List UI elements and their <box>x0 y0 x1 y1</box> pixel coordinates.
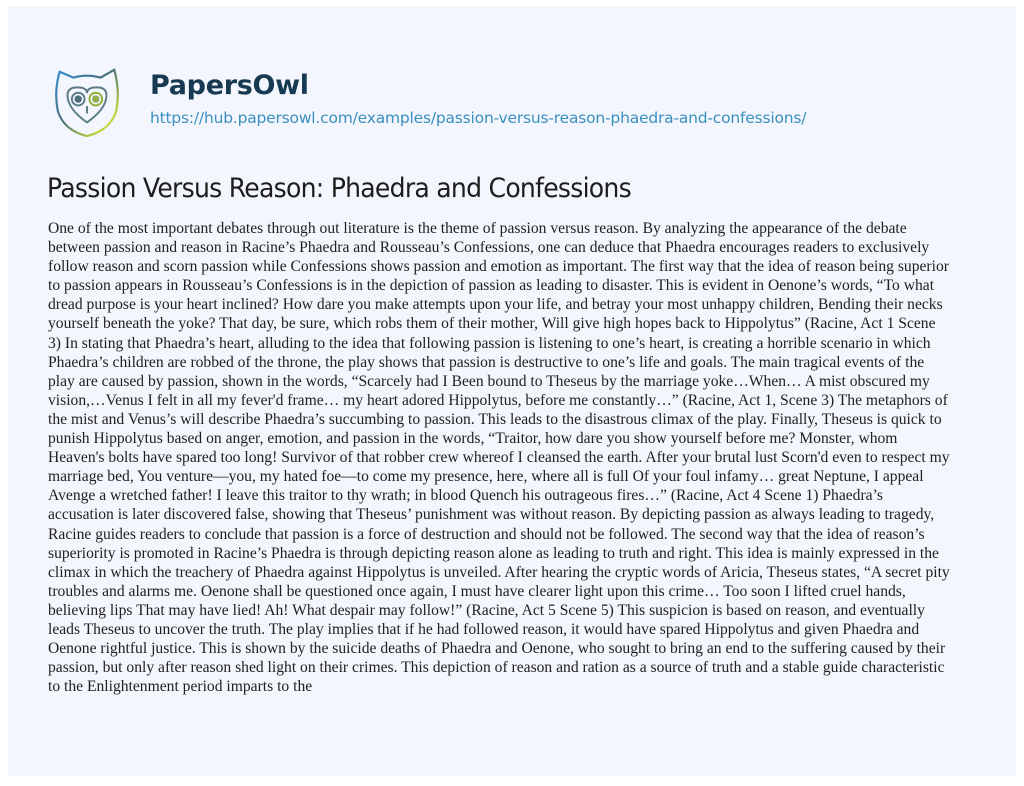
body-line: One of the most important debates through out literature is the theme of passion versus reason. By analyzing the appearance of the debate <box>48 220 907 237</box>
body-line: marriage bed, You venture—you, my hated foe—to come my presence, here, where all is full Of your foul infamy… great Neptune, I appeal <box>48 468 924 486</box>
body-line: troubles and alarms me. Oenone shall be questioned once again, I must have clearer light upon this crime… Too soon I lifted cruel hands, <box>48 582 906 600</box>
body-line: leads Theseus to uncover the truth. The play implies that if he had followed reason, it would have spared Hippolytus and given Phaedra and <box>48 620 920 638</box>
body-line: between passion and reason in Racine’s Phaedra and Rousseau’s Confessions, one can deduce that Phaedra encourages readers to exclusively <box>48 239 930 257</box>
site-header <box>48 62 806 142</box>
body-line: believing lips That may have lied! Ah! What despair may follow!” (Racine, Act 5 Scene 5) This suspicion is based on reason, and eventually <box>48 601 925 619</box>
body-line: Racine guides readers to conclude that passion is a force of destruction and should not be followed. The second way that the idea of reason’s <box>48 525 925 543</box>
brand-block <box>150 62 806 128</box>
body-line: 3) In stating that Phaedra’s heart, alluding to the idea that following passion is listening to one’s heart, is creating a horrible scenario in which <box>48 334 931 352</box>
body-line: yourself beneath the yoke? That day, be sure, which robs them of their mother, Will give high hopes back to Hippolytus” (Racine, Act 1 Scene <box>48 315 936 333</box>
body-line: Heaven's bolts have spared too long! Survivor of that robber crew whereof I cleansed the earth. After your brutal lust Scorn'd even to respect my <box>48 449 950 467</box>
document-body <box>48 219 988 696</box>
body-line: follow reason and scorn passion while Confessions shows passion and emotion as important. The first way that the idea of reason being superior <box>48 258 949 276</box>
body-line: to passion appears in Rousseau’s Confessions is in the depiction of passion as leading to disaster. This is evident in Oenone’s words, “To what <box>48 277 935 295</box>
body-line: accusation is later discovered false, showing that Theseus’ punishment was without reason. By depicting passion as always leading to tragedy, <box>48 506 935 524</box>
body-line: the mist and Venus’s will describe Phaedra’s succumbing to passion. This leads to the disastrous climax of the play. Finally, Theseus is quick to <box>48 410 942 428</box>
body-line: Oenone rightful justice. This is shown by the suicide deaths of Phaedra and Oenone, who sought to bring an end to the suffering caused by their <box>48 640 946 658</box>
body-line: to the Enlightenment period imparts to the <box>48 678 313 696</box>
body-line: Avenge a wretched father! I leave this traitor to thy wrath; in blood Quench his outrageous fires…” (Racine, Act 4 Scene 1) Phaedra’s <box>48 487 883 505</box>
body-line: vision,…Venus I felt in all my fever'd frame… my heart adored Hippolytus, before me constantly…” (Racine, Act 1, Scene 3) The metaphors of <box>48 391 948 409</box>
body-line: superiority is promoted in Racine’s Phaedra is through depicting reason alone as leading to truth and right. This idea is mainly expressed in the <box>48 544 939 562</box>
body-line: dread purpose is your heart inclined? How dare you make attempts upon your life, and betray your most unhappy children, Bending their necks <box>48 296 943 314</box>
owl-logo-icon[interactable] <box>48 62 126 140</box>
body-line: Phaedra’s children are robbed of the throne, the play shows that passion is destructive to one’s life and goals. The main tragical events of the <box>48 353 925 371</box>
body-line: passion, but only after reason shed light on their crimes. This depiction of reason and ration as a source of truth and a stable guide characteristic <box>48 659 945 677</box>
brand-name[interactable]: PapersOwl <box>150 70 309 101</box>
document-title: Passion Versus Reason: Phaedra and Confessions <box>47 173 631 204</box>
body-line: climax in which the treachery of Phaedra against Hippolytus is unveiled. After hearing the cryptic words of Aricia, Theseus states, “A secret pity <box>48 563 950 581</box>
source-url-link[interactable]: https://hub.papersowl.com/examples/passion-versus-reason-phaedra-and-confessions/ <box>150 109 807 127</box>
body-line: punish Hippolytus based on anger, emotion, and passion in the words, “Traitor, how dare you show yourself before me? Monster, whom <box>48 430 898 448</box>
body-line: play are caused by passion, shown in the words, “Scarcely had I Been bound to Theseus by the marriage yoke…When… A mist obscured my <box>48 372 930 390</box>
